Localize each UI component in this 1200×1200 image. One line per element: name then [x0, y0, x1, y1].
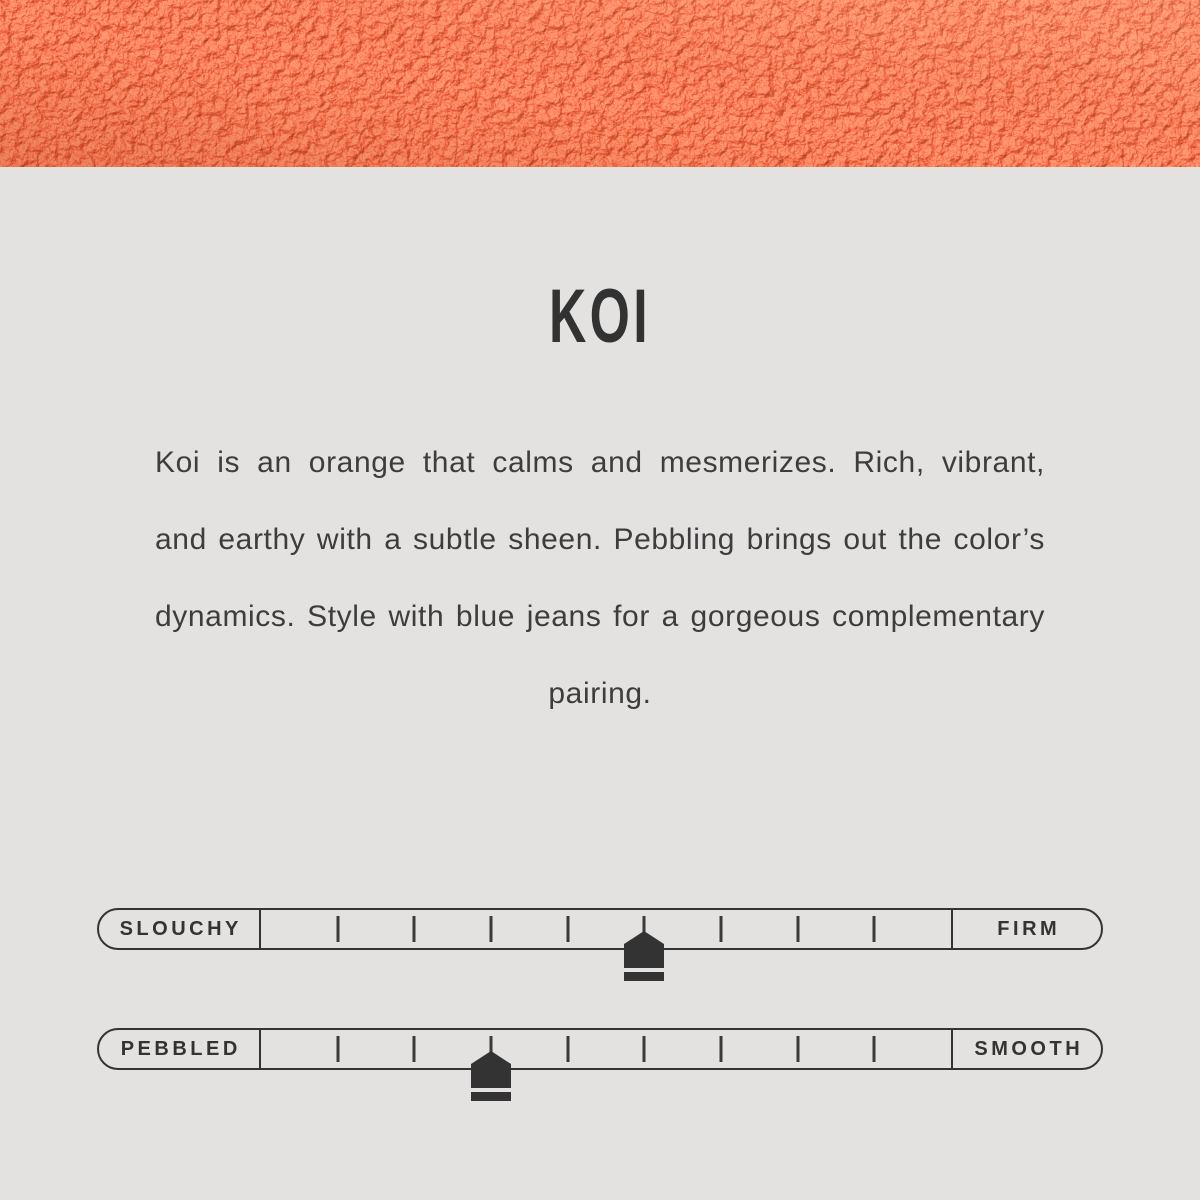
- scale-label-slouchy: SLOUCHY: [99, 910, 261, 948]
- scale-marker-icon[interactable]: [624, 931, 664, 981]
- scale-tick: [413, 1036, 416, 1062]
- pebbled-smooth-scale: [97, 1028, 1103, 1070]
- scale-tick: [720, 916, 723, 942]
- scale-tick: [796, 916, 799, 942]
- marker-strip: [471, 1092, 511, 1101]
- marker-body: [624, 944, 664, 968]
- scale-tick: [873, 1036, 876, 1062]
- marker-roof: [624, 931, 664, 944]
- scale-tick: [643, 1036, 646, 1062]
- color-description-text: Koi is an orange that calms and mesmerizes. Rich, vibrant, and earthy with a subtle sheen. Pebbling brings out the color’s dynamics. Style with blue jeans for a gorgeous complementary pairing.: [155, 446, 1045, 710]
- pebbled-smooth-track[interactable]: [261, 1030, 951, 1068]
- scale-tick: [566, 916, 569, 942]
- scale-tick: [796, 1036, 799, 1062]
- marker-body: [471, 1064, 511, 1088]
- scale-tick: [336, 916, 339, 942]
- scale-marker-icon[interactable]: [471, 1051, 511, 1101]
- marker-strip: [624, 972, 664, 981]
- scale-tick: [413, 916, 416, 942]
- marker-roof: [471, 1051, 511, 1064]
- scale-tick: [566, 1036, 569, 1062]
- scale-label-smooth: SMOOTH: [951, 1030, 1101, 1068]
- scale-label-firm: FIRM: [951, 910, 1101, 948]
- scale-tick: [873, 916, 876, 942]
- scale-tick: [336, 1036, 339, 1062]
- slouchy-firm-scale: [97, 908, 1103, 950]
- scale-label-pebbled: PEBBLED: [99, 1030, 261, 1068]
- scale-tick: [490, 916, 493, 942]
- color-name-title: KOI: [548, 274, 652, 359]
- leather-swatch-banner: [0, 0, 1200, 167]
- scale-tick: [720, 1036, 723, 1062]
- slouchy-firm-track[interactable]: [261, 910, 951, 948]
- leather-texture-image: [0, 0, 1200, 167]
